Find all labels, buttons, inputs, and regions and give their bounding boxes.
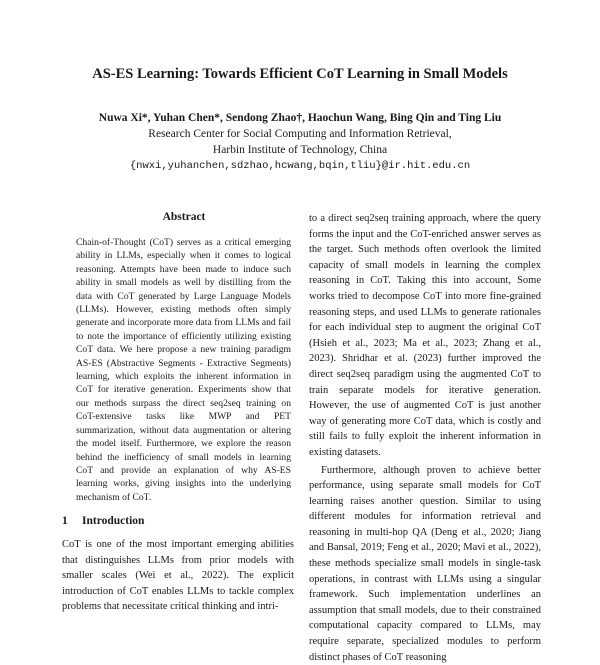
abstract-text: Chain-of-Thought (CoT) serves as a critical emerging ability in LLMs, especially when it comes to logical reasoning. Attempts have been made to induce such ability in small models as well by distilling from the data with CoT generated by Large Language Models (LLMs). However, existing methods often simply generate and incorporate more data from LLMs and fail to note the importance of efficiently utilizing existing CoT data. We here propose a new training paradigm AS-ES (Abstractive Segments - Extractive Segments) learning, which exploits the inherent information in CoT for iterative generation. Experiments show that our methods surpass the direct seq2seq training on CoT-extensive tasks like MWP and PET summarization, without data augmentation or altering the model itself. Furthermore, we explore the reason behind the inefficiency of small models in learning CoT and provide an explanation of why AS-ES learning works, giving insights into the underlying mechanism of CoT. bbox=[76, 236, 291, 504]
section-number: 1 bbox=[62, 515, 82, 527]
introduction-text: CoT is one of the most important emerging abilities that distinguishes LLMs from prior models with smaller scales (Wei et al., 2022). The explicit introduction of CoT enables LLMs to tackle complex problems that necessitate critical thinking and intri- bbox=[62, 537, 294, 615]
right-paragraph-2: Furthermore, although proven to achieve better performance, using separate small models for CoT learning raises another question. Similar to using different modules for information retrieval and reasoning in multi-hop QA (Deng et al., 2020; Jiang and Bansal, 2019; Feng et al., 2020; Mavi et al., 2022), these methods specialize small models in single-task operations, in contrast with LLMs using a singular framework. Such implementation underlines an assumption that small models, due to their constrained computational capacity compared to LLMs, may require separate, specialized modules to perform distinct phases of CoT reasoning bbox=[309, 463, 541, 665]
affiliation-line-2: Harbin Institute of Technology, China bbox=[0, 142, 600, 158]
abstract-body bbox=[76, 236, 291, 504]
affiliation-line-1: Research Center for Social Computing and Information Retrieval, bbox=[0, 126, 600, 142]
section-heading-introduction bbox=[62, 515, 144, 527]
author-emails: {nwxi,yuhanchen,sdzhao,hcwang,bqin,tliu}@ir.hit.edu.cn bbox=[0, 158, 600, 174]
paper-title: AS-ES Learning: Towards Efficient CoT Learning in Small Models bbox=[0, 66, 600, 83]
right-paragraph-1: to a direct seq2seq training approach, where the query forms the input and the CoT-enriched answer serves as the target. Such methods often overlook the limited capacity of small models in learning the complex reasoning in CoT. Taking this into account, Some works tried to decompose CoT into more fine-grained reasoning steps, and used LLMs to generate rationales for each individual step to augment the original CoT (Hsieh et al., 2023; Ma et al., 2023; Zhang et al., 2023). Shridhar et al. (2023) further improved the direct seq2seq paradigm using the augmented CoT to train separate models for iterative generation. However, the use of augmented CoT is just another way of generating more CoT data, which is costly and still fails to fully exploit the inherent information in existing datasets. bbox=[309, 211, 541, 461]
right-column-body bbox=[309, 211, 541, 665]
abstract-heading: Abstract bbox=[62, 211, 306, 223]
section-title: Introduction bbox=[82, 515, 144, 527]
author-names: Nuwa Xi*, Yuhan Chen*, Sendong Zhao†, Haochun Wang, Bing Qin and Ting Liu bbox=[0, 110, 600, 126]
author-block bbox=[0, 110, 600, 174]
introduction-body bbox=[62, 537, 294, 615]
